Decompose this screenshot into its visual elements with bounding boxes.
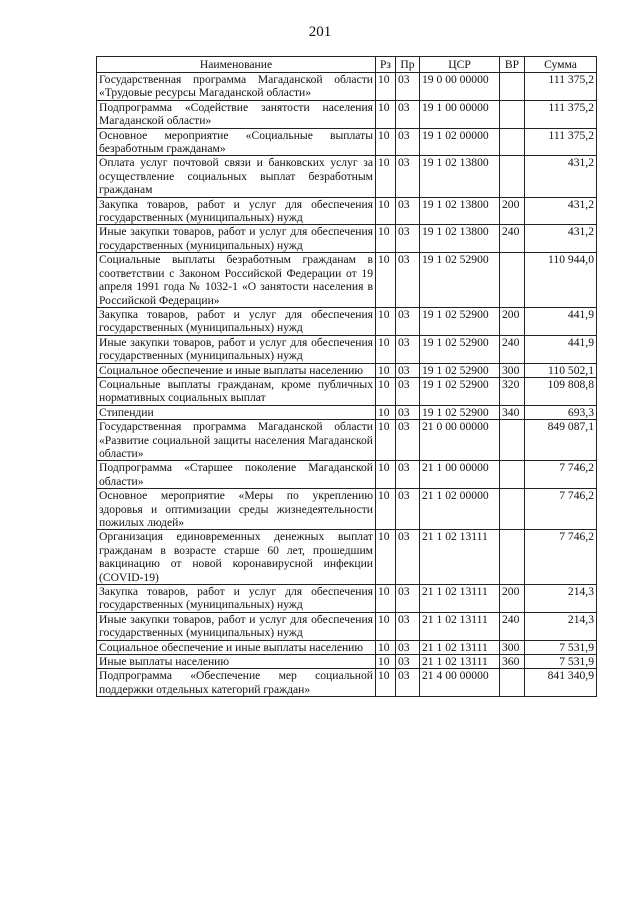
row-vr: 240 bbox=[500, 335, 525, 363]
row-rz: 10 bbox=[376, 225, 396, 253]
row-name: Социальное обеспечение и иные выплаты населению bbox=[97, 363, 376, 377]
row-pr: 03 bbox=[396, 307, 420, 335]
row-pr: 03 bbox=[396, 335, 420, 363]
row-rz: 10 bbox=[376, 655, 396, 669]
row-vr bbox=[500, 461, 525, 489]
row-pr: 03 bbox=[396, 253, 420, 308]
row-csr: 21 4 00 00000 bbox=[420, 669, 500, 697]
table-row bbox=[97, 405, 597, 419]
column-header-rz: Рз bbox=[376, 57, 396, 73]
row-name: Иные закупки товаров, работ и услуг для обеспечения государственных (муниципальных) нужд bbox=[97, 225, 376, 253]
row-name: Иные закупки товаров, работ и услуг для обеспечения государственных (муниципальных) нужд bbox=[97, 335, 376, 363]
row-csr: 19 1 02 13800 bbox=[420, 225, 500, 253]
row-rz: 10 bbox=[376, 461, 396, 489]
row-sum: 431,2 bbox=[525, 225, 597, 253]
row-sum: 7 746,2 bbox=[525, 489, 597, 530]
row-csr: 19 0 00 00000 bbox=[420, 73, 500, 101]
row-csr: 19 1 02 13800 bbox=[420, 156, 500, 197]
row-sum: 110 944,0 bbox=[525, 253, 597, 308]
row-rz: 10 bbox=[376, 156, 396, 197]
column-header-sum: Сумма bbox=[525, 57, 597, 73]
table-row bbox=[97, 640, 597, 654]
row-vr bbox=[500, 253, 525, 308]
row-sum: 214,3 bbox=[525, 585, 597, 613]
row-pr: 03 bbox=[396, 489, 420, 530]
row-csr: 19 1 02 52900 bbox=[420, 335, 500, 363]
row-sum: 441,9 bbox=[525, 335, 597, 363]
row-csr: 21 1 02 13111 bbox=[420, 655, 500, 669]
row-vr: 200 bbox=[500, 585, 525, 613]
row-vr bbox=[500, 420, 525, 461]
table-row bbox=[97, 73, 597, 101]
row-pr: 03 bbox=[396, 461, 420, 489]
row-name: Основное мероприятие «Меры по укреплению здоровья и оптимизации среды жизнедеятельности пожилых людей» bbox=[97, 489, 376, 530]
table-row bbox=[97, 489, 597, 530]
table-row bbox=[97, 655, 597, 669]
row-pr: 03 bbox=[396, 156, 420, 197]
row-name: Стипендии bbox=[97, 405, 376, 419]
row-csr: 19 1 02 52900 bbox=[420, 377, 500, 405]
row-pr: 03 bbox=[396, 612, 420, 640]
row-csr: 21 1 02 13111 bbox=[420, 640, 500, 654]
row-pr: 03 bbox=[396, 530, 420, 585]
row-vr: 240 bbox=[500, 612, 525, 640]
row-name: Иные закупки товаров, работ и услуг для обеспечения государственных (муниципальных) нужд bbox=[97, 612, 376, 640]
row-name: Социальные выплаты безработным гражданам в соответствии с Законом Российской Федерации от 19 апреля 1991 года № 1032-1 «О занятости населения в Российской Федерации» bbox=[97, 253, 376, 308]
row-name: Государственная программа Магаданской области «Развитие социальной защиты населения Магаданской области» bbox=[97, 420, 376, 461]
row-pr: 03 bbox=[396, 640, 420, 654]
row-rz: 10 bbox=[376, 640, 396, 654]
row-sum: 431,2 bbox=[525, 156, 597, 197]
row-csr: 19 1 00 00000 bbox=[420, 100, 500, 128]
row-sum: 214,3 bbox=[525, 612, 597, 640]
row-pr: 03 bbox=[396, 73, 420, 101]
row-csr: 21 1 02 13111 bbox=[420, 612, 500, 640]
row-pr: 03 bbox=[396, 197, 420, 225]
row-rz: 10 bbox=[376, 363, 396, 377]
row-name: Социальные выплаты гражданам, кроме публичных нормативных социальных выплат bbox=[97, 377, 376, 405]
row-csr: 21 1 02 13111 bbox=[420, 585, 500, 613]
row-name: Закупка товаров, работ и услуг для обеспечения государственных (муниципальных) нужд bbox=[97, 585, 376, 613]
row-rz: 10 bbox=[376, 73, 396, 101]
row-vr bbox=[500, 489, 525, 530]
table-body bbox=[97, 73, 597, 697]
row-name: Подпрограмма «Обеспечение мер социальной поддержки отдельных категорий граждан» bbox=[97, 669, 376, 697]
row-sum: 110 502,1 bbox=[525, 363, 597, 377]
row-pr: 03 bbox=[396, 405, 420, 419]
row-pr: 03 bbox=[396, 363, 420, 377]
row-sum: 7 746,2 bbox=[525, 461, 597, 489]
table-row bbox=[97, 377, 597, 405]
row-pr: 03 bbox=[396, 100, 420, 128]
row-rz: 10 bbox=[376, 128, 396, 156]
row-rz: 10 bbox=[376, 253, 396, 308]
table-row bbox=[97, 461, 597, 489]
row-vr bbox=[500, 530, 525, 585]
row-name: Подпрограмма «Содействие занятости населения Магаданской области» bbox=[97, 100, 376, 128]
row-rz: 10 bbox=[376, 100, 396, 128]
row-rz: 10 bbox=[376, 197, 396, 225]
row-sum: 109 808,8 bbox=[525, 377, 597, 405]
column-header-csr: ЦСР bbox=[420, 57, 500, 73]
row-name: Основное мероприятие «Социальные выплаты безработным гражданам» bbox=[97, 128, 376, 156]
row-sum: 111 375,2 bbox=[525, 100, 597, 128]
row-vr bbox=[500, 669, 525, 697]
row-rz: 10 bbox=[376, 307, 396, 335]
row-sum: 441,9 bbox=[525, 307, 597, 335]
row-rz: 10 bbox=[376, 405, 396, 419]
column-header-pr: Пр bbox=[396, 57, 420, 73]
row-pr: 03 bbox=[396, 669, 420, 697]
row-name: Закупка товаров, работ и услуг для обеспечения государственных (муниципальных) нужд bbox=[97, 197, 376, 225]
row-rz: 10 bbox=[376, 585, 396, 613]
row-csr: 19 1 02 00000 bbox=[420, 128, 500, 156]
row-csr: 19 1 02 52900 bbox=[420, 363, 500, 377]
row-csr: 19 1 02 52900 bbox=[420, 307, 500, 335]
row-vr bbox=[500, 128, 525, 156]
row-sum: 849 087,1 bbox=[525, 420, 597, 461]
row-vr: 360 bbox=[500, 655, 525, 669]
table-row bbox=[97, 335, 597, 363]
table-header-row bbox=[97, 57, 597, 73]
table-row bbox=[97, 128, 597, 156]
table-row bbox=[97, 363, 597, 377]
row-rz: 10 bbox=[376, 489, 396, 530]
table-row bbox=[97, 530, 597, 585]
row-rz: 10 bbox=[376, 530, 396, 585]
row-vr: 240 bbox=[500, 225, 525, 253]
row-pr: 03 bbox=[396, 225, 420, 253]
table-row bbox=[97, 669, 597, 697]
row-sum: 693,3 bbox=[525, 405, 597, 419]
column-header-name: Наименование bbox=[97, 57, 376, 73]
row-rz: 10 bbox=[376, 377, 396, 405]
table-row bbox=[97, 100, 597, 128]
row-vr: 200 bbox=[500, 307, 525, 335]
row-csr: 21 0 00 00000 bbox=[420, 420, 500, 461]
row-pr: 03 bbox=[396, 377, 420, 405]
row-sum: 7 531,9 bbox=[525, 640, 597, 654]
row-pr: 03 bbox=[396, 128, 420, 156]
row-vr bbox=[500, 100, 525, 128]
row-vr bbox=[500, 73, 525, 101]
row-vr: 300 bbox=[500, 640, 525, 654]
row-vr bbox=[500, 156, 525, 197]
row-pr: 03 bbox=[396, 420, 420, 461]
page-number: 201 bbox=[308, 24, 332, 40]
row-pr: 03 bbox=[396, 585, 420, 613]
row-csr: 21 1 00 00000 bbox=[420, 461, 500, 489]
table-row bbox=[97, 253, 597, 308]
table-row bbox=[97, 156, 597, 197]
row-csr: 19 1 02 13800 bbox=[420, 197, 500, 225]
row-sum: 841 340,9 bbox=[525, 669, 597, 697]
row-csr: 19 1 02 52900 bbox=[420, 405, 500, 419]
row-pr: 03 bbox=[396, 655, 420, 669]
row-name: Социальное обеспечение и иные выплаты населению bbox=[97, 640, 376, 654]
row-vr: 320 bbox=[500, 377, 525, 405]
row-name: Закупка товаров, работ и услуг для обеспечения государственных (муниципальных) нужд bbox=[97, 307, 376, 335]
row-sum: 7 746,2 bbox=[525, 530, 597, 585]
row-csr: 21 1 02 00000 bbox=[420, 489, 500, 530]
row-vr: 340 bbox=[500, 405, 525, 419]
row-rz: 10 bbox=[376, 669, 396, 697]
row-name: Организация единовременных денежных выплат гражданам в возрасте старше 60 лет, прошедшим вакцинацию от новой коронавирусной инфекции (COVID-19) bbox=[97, 530, 376, 585]
table-row bbox=[97, 197, 597, 225]
table-row bbox=[97, 585, 597, 613]
row-vr: 300 bbox=[500, 363, 525, 377]
row-sum: 431,2 bbox=[525, 197, 597, 225]
budget-table bbox=[96, 56, 597, 697]
row-name: Иные выплаты населению bbox=[97, 655, 376, 669]
table-row bbox=[97, 612, 597, 640]
column-header-vr: ВР bbox=[500, 57, 525, 73]
row-sum: 111 375,2 bbox=[525, 128, 597, 156]
row-sum: 111 375,2 bbox=[525, 73, 597, 101]
row-rz: 10 bbox=[376, 420, 396, 461]
row-rz: 10 bbox=[376, 335, 396, 363]
table-row bbox=[97, 225, 597, 253]
row-sum: 7 531,9 bbox=[525, 655, 597, 669]
row-name: Подпрограмма «Старшее поколение Магаданской области» bbox=[97, 461, 376, 489]
row-csr: 21 1 02 13111 bbox=[420, 530, 500, 585]
row-csr: 19 1 02 52900 bbox=[420, 253, 500, 308]
table-row bbox=[97, 307, 597, 335]
row-name: Государственная программа Магаданской области «Трудовые ресурсы Магаданской области» bbox=[97, 73, 376, 101]
table-row bbox=[97, 420, 597, 461]
row-vr: 200 bbox=[500, 197, 525, 225]
row-name: Оплата услуг почтовой связи и банковских услуг за осуществление социальных выплат безработным гражданам bbox=[97, 156, 376, 197]
row-rz: 10 bbox=[376, 612, 396, 640]
